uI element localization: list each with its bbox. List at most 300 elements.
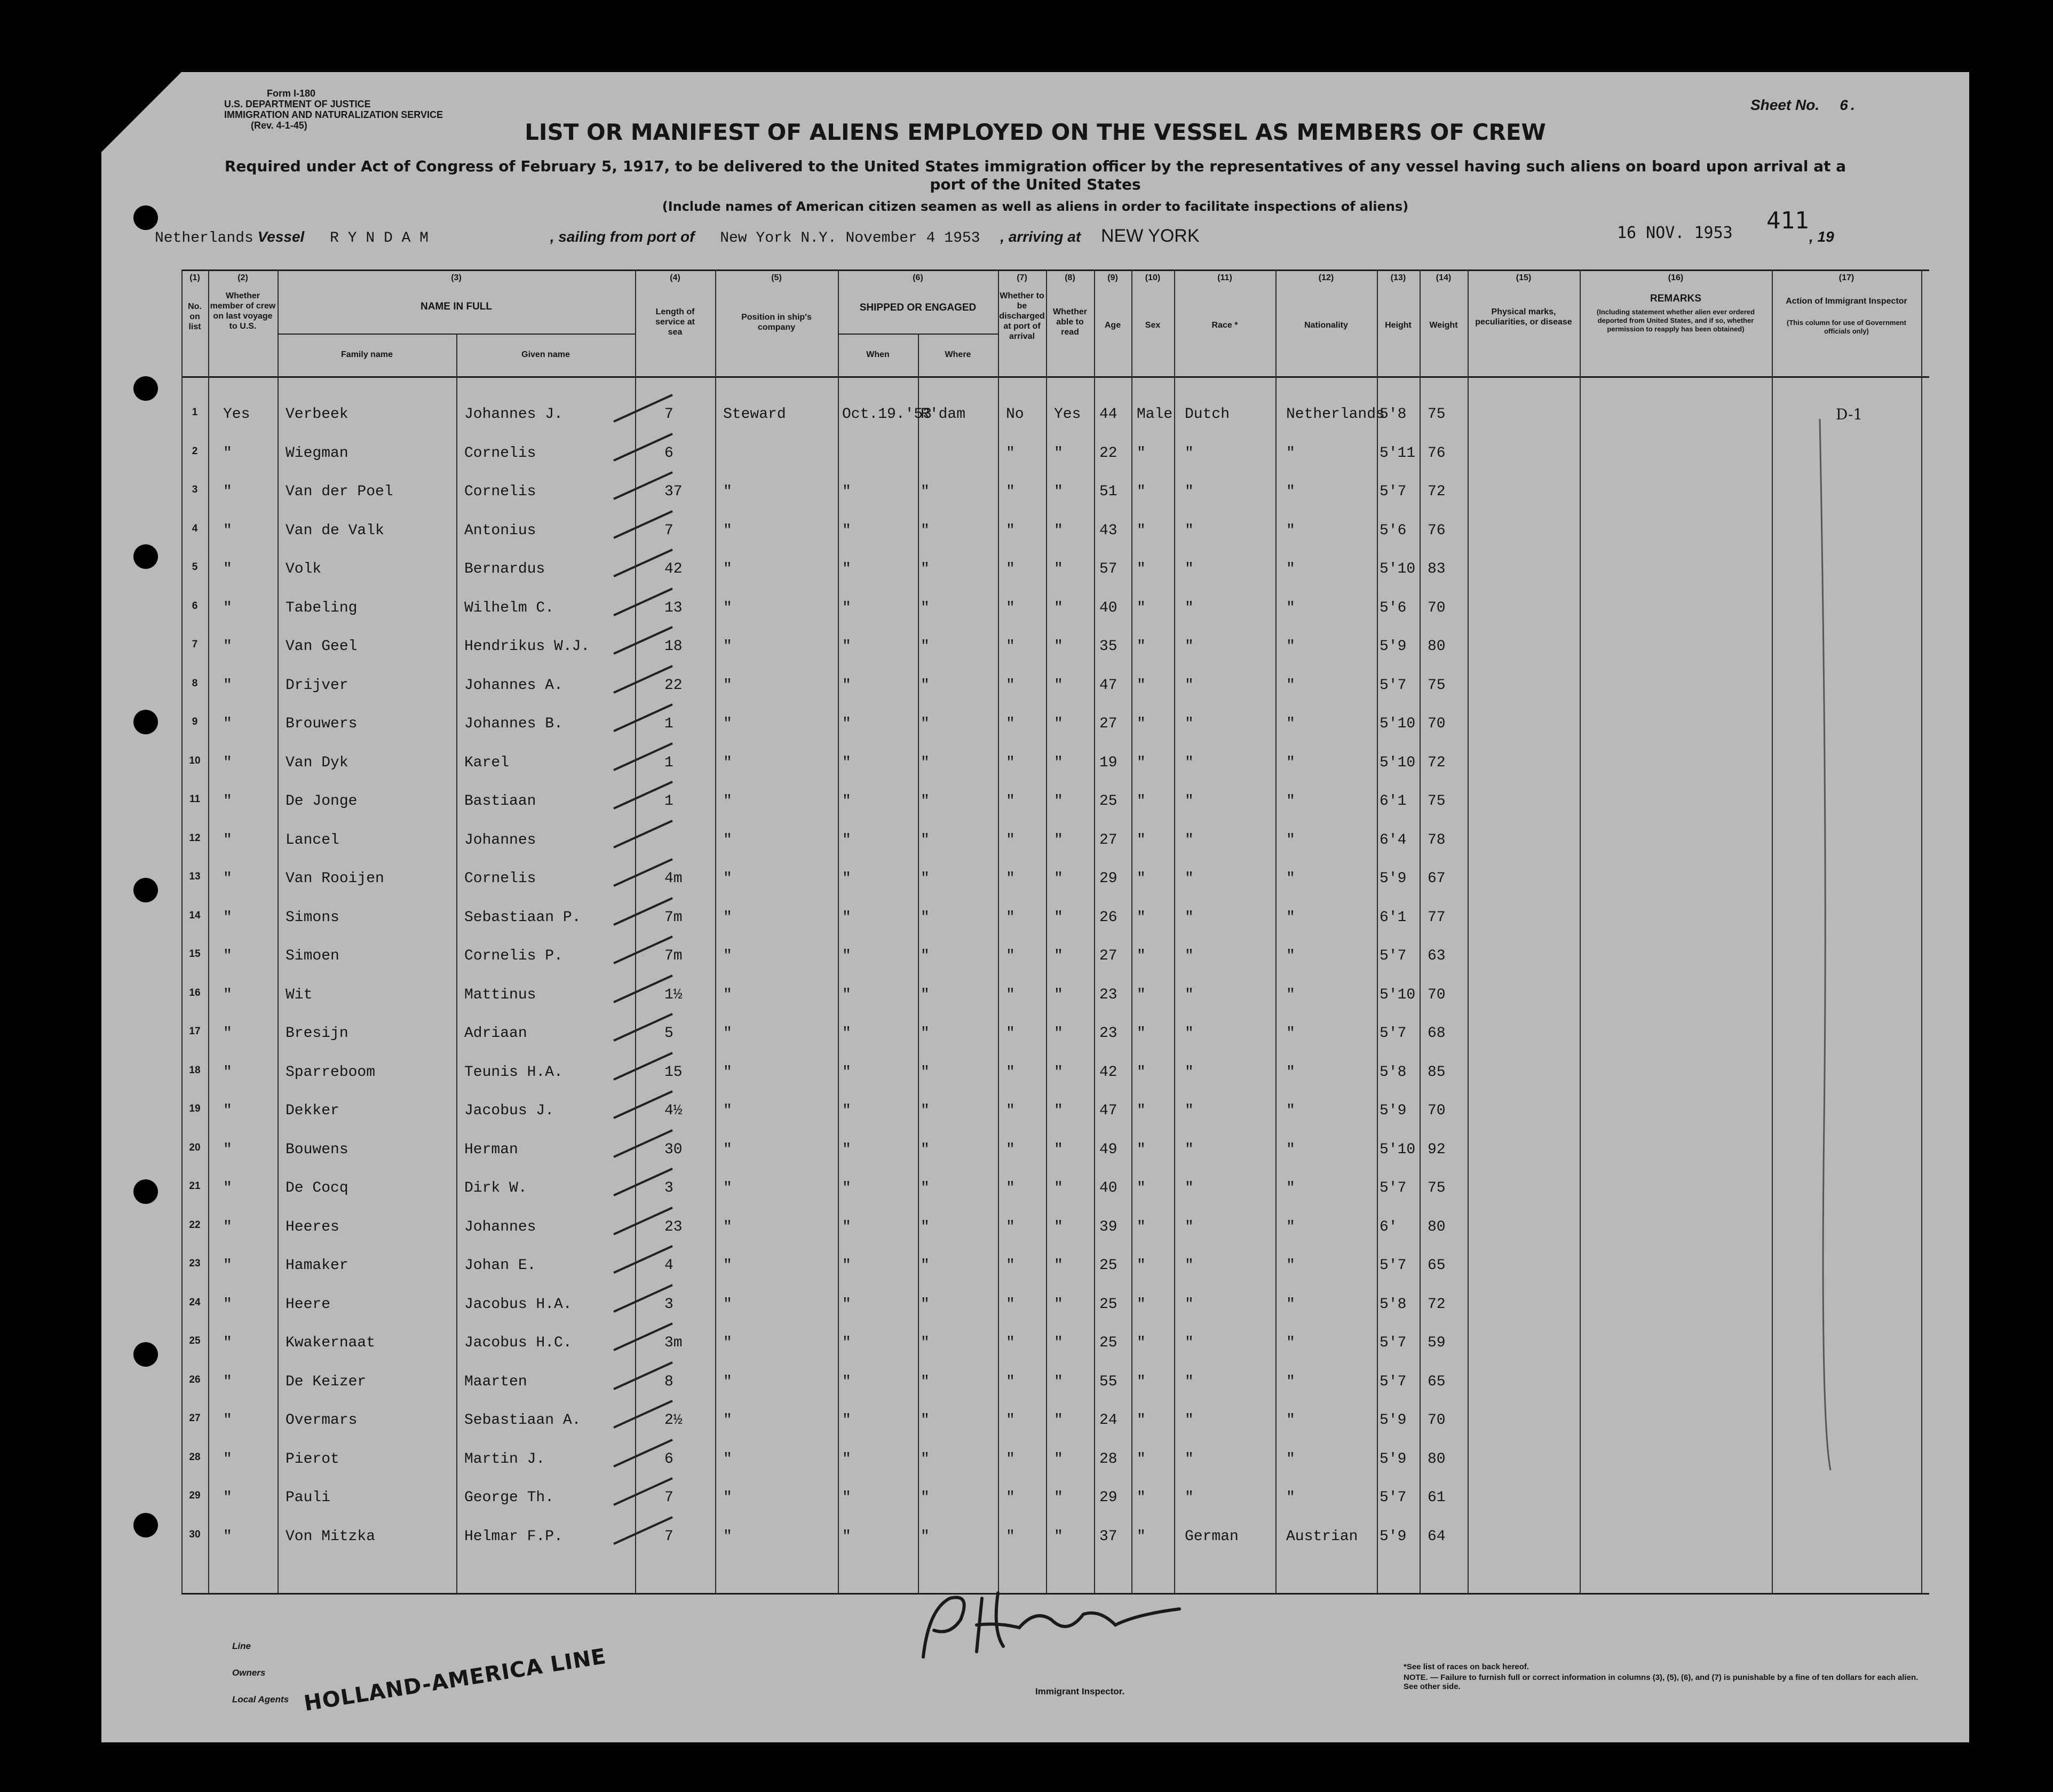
family-name-cell: Van Geel [286, 638, 358, 655]
given-name-cell: Mattinus [464, 986, 536, 1003]
race-cell: " [1185, 1489, 1194, 1506]
header-remarks-note: (Including statement whether alien ever ordered deported from United States, and if so, whether permission to reapply has been obtained) [1596, 308, 1755, 333]
header-length-of-service: Length of service at sea [655, 307, 695, 337]
race-cell: " [1185, 1218, 1194, 1235]
row-number: 23 [189, 1258, 201, 1269]
check-mark [608, 1434, 678, 1477]
service-length-cell: 1 [664, 716, 673, 732]
race-cell: " [1185, 831, 1194, 849]
footer-owners-label: Owners [232, 1668, 266, 1678]
prev-voyage-cell: " [223, 1180, 232, 1196]
page-note: (Include names of American citizen seamen as well as aliens in order to facilitate inspections of aliens) [662, 199, 1409, 214]
position-cell: " [723, 754, 732, 771]
given-name-cell: Johan E. [464, 1257, 536, 1274]
discharge-cell: " [1006, 1257, 1015, 1274]
age-cell: 40 [1099, 1180, 1117, 1196]
check-mark [608, 1512, 678, 1555]
height-cell: 6'4 [1380, 831, 1407, 849]
weight-cell: 92 [1428, 1141, 1446, 1158]
discharge-cell: " [1006, 909, 1015, 926]
position-cell: " [723, 1257, 732, 1274]
position-cell: " [723, 561, 732, 577]
able-to-read-cell: " [1054, 870, 1063, 887]
position-cell: " [723, 677, 732, 694]
shipped-where-cell: " [921, 870, 930, 887]
family-name-cell: Von Mitzka [286, 1528, 376, 1545]
able-to-read-cell: " [1054, 483, 1063, 500]
prev-voyage-cell: " [223, 793, 232, 810]
given-name-cell: Johannes [464, 1218, 536, 1235]
shipped-where-cell: " [921, 948, 930, 964]
header-weight: Weight [1429, 321, 1458, 330]
family-name-cell: De Cocq [286, 1180, 348, 1196]
shipped-when-cell: " [842, 986, 851, 1003]
shipped-when-cell: " [842, 1373, 851, 1390]
check-mark [608, 1048, 678, 1090]
header-age: Age [1104, 321, 1121, 330]
sheet-label [1750, 96, 1858, 116]
sex-cell: " [1137, 909, 1146, 926]
age-cell: 27 [1099, 716, 1117, 732]
table-row [181, 1285, 1929, 1323]
height-cell: 5'10 [1380, 716, 1416, 732]
col-number: (1) [189, 273, 200, 282]
age-cell: 29 [1099, 870, 1117, 887]
nationality-cell: Netherlands [1286, 406, 1385, 423]
nationality-cell: " [1286, 1103, 1295, 1119]
shipped-where-cell: " [921, 1489, 930, 1506]
weight-cell: 72 [1428, 754, 1446, 771]
discharge-cell: " [1006, 522, 1015, 539]
discharge-cell: " [1006, 483, 1015, 500]
col-number: (12) [1318, 273, 1334, 282]
age-cell: 24 [1099, 1412, 1117, 1429]
service-length-cell: 30 [664, 1141, 683, 1158]
height-cell: 5'9 [1380, 870, 1407, 887]
shipped-where-cell: " [921, 1257, 930, 1274]
shipped-where-cell: " [921, 483, 930, 500]
nationality-cell: " [1286, 870, 1295, 887]
position-cell: " [723, 1335, 732, 1351]
height-cell: 5'6 [1380, 599, 1407, 616]
service-length-cell: 3 [664, 1296, 673, 1313]
height-cell: 6'1 [1380, 793, 1407, 810]
family-name-cell: Wit [286, 986, 313, 1003]
service-length-cell: 37 [664, 483, 683, 500]
height-cell: 5'8 [1380, 406, 1407, 423]
row-number: 26 [189, 1374, 201, 1385]
height-cell: 5'7 [1380, 1025, 1407, 1042]
form-revision: (Rev. 4-1-45) [251, 120, 307, 131]
position-cell: " [723, 716, 732, 732]
prev-voyage-cell: " [223, 1335, 232, 1351]
discharge-cell: " [1006, 1180, 1015, 1196]
able-to-read-cell: " [1054, 638, 1063, 655]
row-number: 2 [192, 445, 198, 457]
check-mark [608, 1318, 678, 1361]
discharge-cell: " [1006, 599, 1015, 616]
shipped-when-cell: " [842, 483, 851, 500]
nationality-cell: " [1286, 445, 1295, 462]
given-name-cell: Karel [464, 754, 510, 771]
sex-cell: Male [1137, 406, 1173, 423]
able-to-read-cell: " [1054, 599, 1063, 616]
shipped-when-cell: " [842, 1180, 851, 1196]
sex-cell: " [1137, 483, 1146, 500]
position-cell: " [723, 1412, 732, 1429]
table-row [181, 704, 1929, 743]
row-number: 6 [192, 600, 198, 612]
weight-cell: 83 [1428, 561, 1446, 577]
shipped-when-cell: " [842, 677, 851, 694]
race-cell: " [1185, 870, 1194, 887]
shipped-where-cell: " [921, 599, 930, 616]
row-number: 19 [189, 1103, 201, 1114]
col-number: (13) [1390, 273, 1406, 282]
family-name-cell: Drijver [286, 677, 348, 694]
age-cell: 27 [1099, 831, 1117, 849]
able-to-read-cell: " [1054, 445, 1063, 462]
age-cell: 43 [1099, 522, 1117, 539]
row-number: 25 [189, 1335, 201, 1346]
weight-cell: 59 [1428, 1335, 1446, 1351]
given-name-cell: Jacobus J. [464, 1103, 554, 1119]
race-cell: " [1185, 1141, 1194, 1158]
punch-hole [133, 1513, 158, 1537]
shipped-where-cell: " [921, 561, 930, 577]
shipped-when-cell: " [842, 948, 851, 964]
sex-cell: " [1137, 1489, 1146, 1506]
shipped-when-cell: " [842, 1489, 851, 1506]
discharge-cell: " [1006, 1025, 1015, 1042]
header-height: Height [1385, 321, 1412, 330]
given-name-cell: Adriaan [464, 1025, 527, 1042]
age-cell: 27 [1099, 948, 1117, 964]
family-name-cell: Tabeling [286, 599, 358, 616]
discharge-cell: " [1006, 1450, 1015, 1468]
table-top-border [181, 269, 1929, 271]
age-cell: 47 [1099, 1103, 1117, 1119]
height-cell: 5'7 [1380, 1335, 1407, 1351]
nationality-cell: " [1286, 561, 1295, 577]
form-number: Form I-180 [267, 88, 316, 99]
discharge-cell: " [1006, 1064, 1015, 1081]
service-length-cell: 7m [664, 948, 683, 964]
shipped-when-cell: " [842, 793, 851, 810]
nationality-cell: " [1286, 483, 1295, 500]
table-row [181, 1208, 1929, 1246]
able-to-read-cell: " [1054, 1103, 1063, 1119]
race-cell: " [1185, 716, 1194, 732]
prev-voyage-cell: " [223, 986, 232, 1003]
family-name-cell: Heere [286, 1296, 331, 1313]
check-mark [608, 1473, 678, 1516]
col-number: (6) [913, 273, 923, 282]
shipped-where-cell: " [921, 1412, 930, 1429]
shipped-where-cell: " [921, 1373, 930, 1390]
height-cell: 5'7 [1380, 677, 1407, 694]
given-name-cell: Cornelis [464, 870, 536, 887]
header-race: Race * [1211, 321, 1238, 330]
check-mark [608, 1241, 678, 1283]
able-to-read-cell: " [1054, 522, 1063, 539]
age-cell: 42 [1099, 1064, 1117, 1081]
position-cell: " [723, 831, 732, 849]
sex-cell: " [1137, 1528, 1146, 1545]
service-length-cell: 7 [664, 1528, 673, 1545]
nationality-cell: " [1286, 1450, 1295, 1468]
given-name-cell: Cornelis [464, 445, 536, 462]
nationality-cell: " [1286, 716, 1295, 732]
table-row [181, 898, 1929, 937]
sex-cell: " [1137, 1218, 1146, 1235]
service-length-cell: 42 [664, 561, 683, 577]
weight-cell: 67 [1428, 870, 1446, 887]
col-number: (15) [1516, 273, 1532, 282]
col-number: (3) [451, 273, 462, 282]
shipped-where-cell: " [921, 754, 930, 771]
page-subtitle: Required under Act of Congress of February 5, 1917, to be delivered to the United States immigration officer by the representatives of any vessel having such aliens on board upon arrival at a port of the United States [224, 157, 1846, 193]
col-number: (5) [771, 273, 782, 282]
check-mark [608, 661, 678, 703]
able-to-read-cell: " [1054, 1528, 1063, 1545]
row-number: 5 [192, 561, 198, 573]
nationality-cell: " [1286, 1335, 1295, 1351]
age-cell: 55 [1099, 1373, 1117, 1390]
nationality-cell: " [1286, 909, 1295, 926]
sex-cell: " [1137, 1257, 1146, 1274]
nationality-cell: " [1286, 599, 1295, 616]
arriving-label: , arriving at [1000, 228, 1081, 245]
sheet-number: 6. [1839, 98, 1858, 115]
col-number: (14) [1436, 273, 1452, 282]
prev-voyage-cell: " [223, 1296, 232, 1313]
shipped-where-cell: " [921, 1528, 930, 1545]
shipped-when-cell: " [842, 1141, 851, 1158]
sex-cell: " [1137, 1141, 1146, 1158]
row-number: 17 [189, 1026, 201, 1037]
weight-cell: 76 [1428, 522, 1446, 539]
family-name-cell: Dekker [286, 1103, 339, 1119]
family-name-cell: Van de Valk [286, 522, 384, 539]
check-mark [608, 893, 678, 935]
able-to-read-cell: " [1054, 1064, 1063, 1081]
header-no-on-list: No. on list [188, 302, 202, 331]
agents-stamp: HOLLAND-AMERICA LINE [302, 1644, 608, 1716]
family-name-cell: Volk [286, 561, 322, 577]
inspector-pencil-mark [1814, 350, 1846, 1524]
position-cell: " [723, 1296, 732, 1313]
discharge-cell: " [1006, 677, 1015, 694]
weight-cell: 75 [1428, 406, 1446, 423]
given-name-cell: Johannes B. [464, 716, 563, 732]
prev-voyage-cell: " [223, 522, 232, 539]
table-row [181, 1401, 1929, 1439]
given-name-cell: Jacobus H.C. [464, 1335, 572, 1351]
given-name-cell: Sebastiaan P. [464, 909, 581, 926]
table-row [181, 1323, 1929, 1362]
given-name-cell: Dirk W. [464, 1180, 527, 1196]
race-cell: " [1185, 1180, 1194, 1196]
shipped-where-cell: " [921, 716, 930, 732]
age-cell: 51 [1099, 483, 1117, 500]
age-cell: 25 [1099, 1257, 1117, 1274]
shipped-where-cell: " [921, 1064, 930, 1081]
arriving-port: NEW YORK [1100, 226, 1200, 246]
service-length-cell: 13 [664, 599, 683, 616]
col-number: (8) [1065, 273, 1075, 282]
given-name-cell: Helmar F.P. [464, 1528, 563, 1545]
height-cell: 5'10 [1380, 561, 1416, 577]
manifest-sheet [101, 72, 1969, 1742]
shipped-when-cell: " [842, 1103, 851, 1119]
sex-cell: " [1137, 599, 1146, 616]
col-number: (9) [1107, 273, 1118, 282]
height-cell: 5'10 [1380, 754, 1416, 771]
sheet-label-text: Sheet No. [1750, 97, 1820, 113]
name-subheader-line [278, 334, 635, 335]
service-length-cell: 6 [664, 1450, 673, 1468]
sex-cell: " [1137, 948, 1146, 964]
shipped-where-cell: " [921, 677, 930, 694]
family-name-cell: Simons [286, 909, 339, 926]
position-cell: " [723, 483, 732, 500]
able-to-read-cell: " [1054, 1257, 1063, 1274]
race-cell: " [1185, 599, 1194, 616]
able-to-read-cell: " [1054, 793, 1063, 810]
race-cell: " [1185, 1373, 1194, 1390]
weight-cell: 72 [1428, 1296, 1446, 1313]
row-number: 24 [189, 1296, 201, 1308]
table-row [181, 666, 1929, 704]
shipped-where-cell: " [921, 638, 930, 655]
able-to-read-cell: " [1054, 948, 1063, 964]
header-discharged: Whether to be discharged at port of arrival [999, 291, 1045, 341]
height-cell: 5'7 [1380, 1489, 1407, 1506]
row-number: 30 [189, 1528, 201, 1540]
shipped-when-cell: " [842, 1450, 851, 1468]
shipped-when-cell: " [842, 1412, 851, 1429]
shipped-when-cell: " [842, 716, 851, 732]
family-name-cell: Sparreboom [286, 1064, 376, 1081]
table-row [181, 1478, 1929, 1517]
given-name-cell: Johannes [464, 831, 536, 849]
family-name-cell: Overmars [286, 1412, 358, 1429]
weight-cell: 70 [1428, 599, 1446, 616]
race-cell: " [1185, 561, 1194, 577]
discharge-cell: " [1006, 445, 1015, 462]
family-name-cell: Wiegman [286, 445, 348, 462]
check-mark [608, 776, 678, 819]
height-cell: 6' [1380, 1218, 1398, 1235]
table-row [181, 1517, 1929, 1556]
shipped-where-cell: " [921, 1141, 930, 1158]
row-number: 29 [189, 1490, 201, 1501]
prev-voyage-cell: " [223, 1412, 232, 1429]
race-cell: " [1185, 445, 1194, 462]
col-number: (7) [1017, 273, 1027, 282]
check-mark [608, 699, 678, 742]
discharge-cell: " [1006, 1218, 1015, 1235]
prev-voyage-cell: " [223, 1373, 232, 1390]
row-number: 11 [189, 794, 201, 805]
row-number: 21 [189, 1180, 201, 1192]
weight-cell: 63 [1428, 948, 1446, 964]
sex-cell: " [1137, 793, 1146, 810]
position-cell: " [723, 1489, 732, 1506]
header-physical-marks: Physical marks, peculiarities, or disease [1475, 307, 1572, 327]
age-cell: 49 [1099, 1141, 1117, 1158]
nationality-cell: " [1286, 522, 1295, 539]
age-cell: 44 [1099, 406, 1117, 423]
shipped-subheader-line [838, 334, 998, 335]
sex-cell: " [1137, 1180, 1146, 1196]
header-bottom-border [181, 376, 1929, 378]
check-mark [608, 390, 678, 432]
weight-cell: 65 [1428, 1257, 1446, 1274]
sex-cell: " [1137, 1335, 1146, 1351]
age-cell: 39 [1099, 1218, 1117, 1235]
position-cell: " [723, 1373, 732, 1390]
discharge-cell: " [1006, 986, 1015, 1003]
given-name-cell: Hendrikus W.J. [464, 638, 590, 655]
discharge-cell: " [1006, 716, 1015, 732]
sex-cell: " [1137, 754, 1146, 771]
height-cell: 5'11 [1380, 445, 1416, 462]
shipped-where-cell: " [921, 522, 930, 539]
shipped-where-cell: " [921, 1218, 930, 1235]
race-cell: German [1185, 1528, 1239, 1545]
able-to-read-cell: " [1054, 1218, 1063, 1235]
check-mark [608, 970, 678, 1013]
age-cell: 35 [1099, 638, 1117, 655]
sex-cell: " [1137, 1373, 1146, 1390]
header-nationality: Nationality [1304, 321, 1348, 330]
sex-cell: " [1137, 1103, 1146, 1119]
position-cell: " [723, 638, 732, 655]
race-cell: " [1185, 754, 1194, 771]
discharge-cell: " [1006, 1141, 1015, 1158]
service-length-cell: 3m [664, 1335, 683, 1351]
discharge-cell: " [1006, 1103, 1015, 1119]
table-row [181, 589, 1929, 627]
shipped-when-cell: " [842, 909, 851, 926]
weight-cell: 75 [1428, 793, 1446, 810]
nationality-cell: " [1286, 677, 1295, 694]
shipped-where-cell: " [921, 986, 930, 1003]
age-cell: 19 [1099, 754, 1117, 771]
shipped-when-cell: " [842, 1296, 851, 1313]
table-row [181, 937, 1929, 975]
row-number: 12 [189, 832, 201, 844]
nationality-cell: " [1286, 986, 1295, 1003]
family-name-cell: De Jonge [286, 793, 358, 810]
row-number: 9 [192, 716, 198, 727]
vessel-flag: Netherlands [155, 230, 253, 247]
family-name-cell: Van Rooijen [286, 870, 384, 887]
able-to-read-cell: " [1054, 1335, 1063, 1351]
able-to-read-cell: " [1054, 1296, 1063, 1313]
weight-cell: 76 [1428, 445, 1446, 462]
col-number: (17) [1838, 273, 1854, 282]
given-name-cell: Johannes J. [464, 406, 563, 423]
service-length-cell: 4 [664, 1257, 673, 1274]
height-cell: 5'8 [1380, 1296, 1407, 1313]
race-cell: " [1185, 1335, 1194, 1351]
given-name-cell: Bernardus [464, 561, 545, 577]
service-length-cell: 7m [664, 909, 683, 926]
prev-voyage-cell: " [223, 870, 232, 887]
